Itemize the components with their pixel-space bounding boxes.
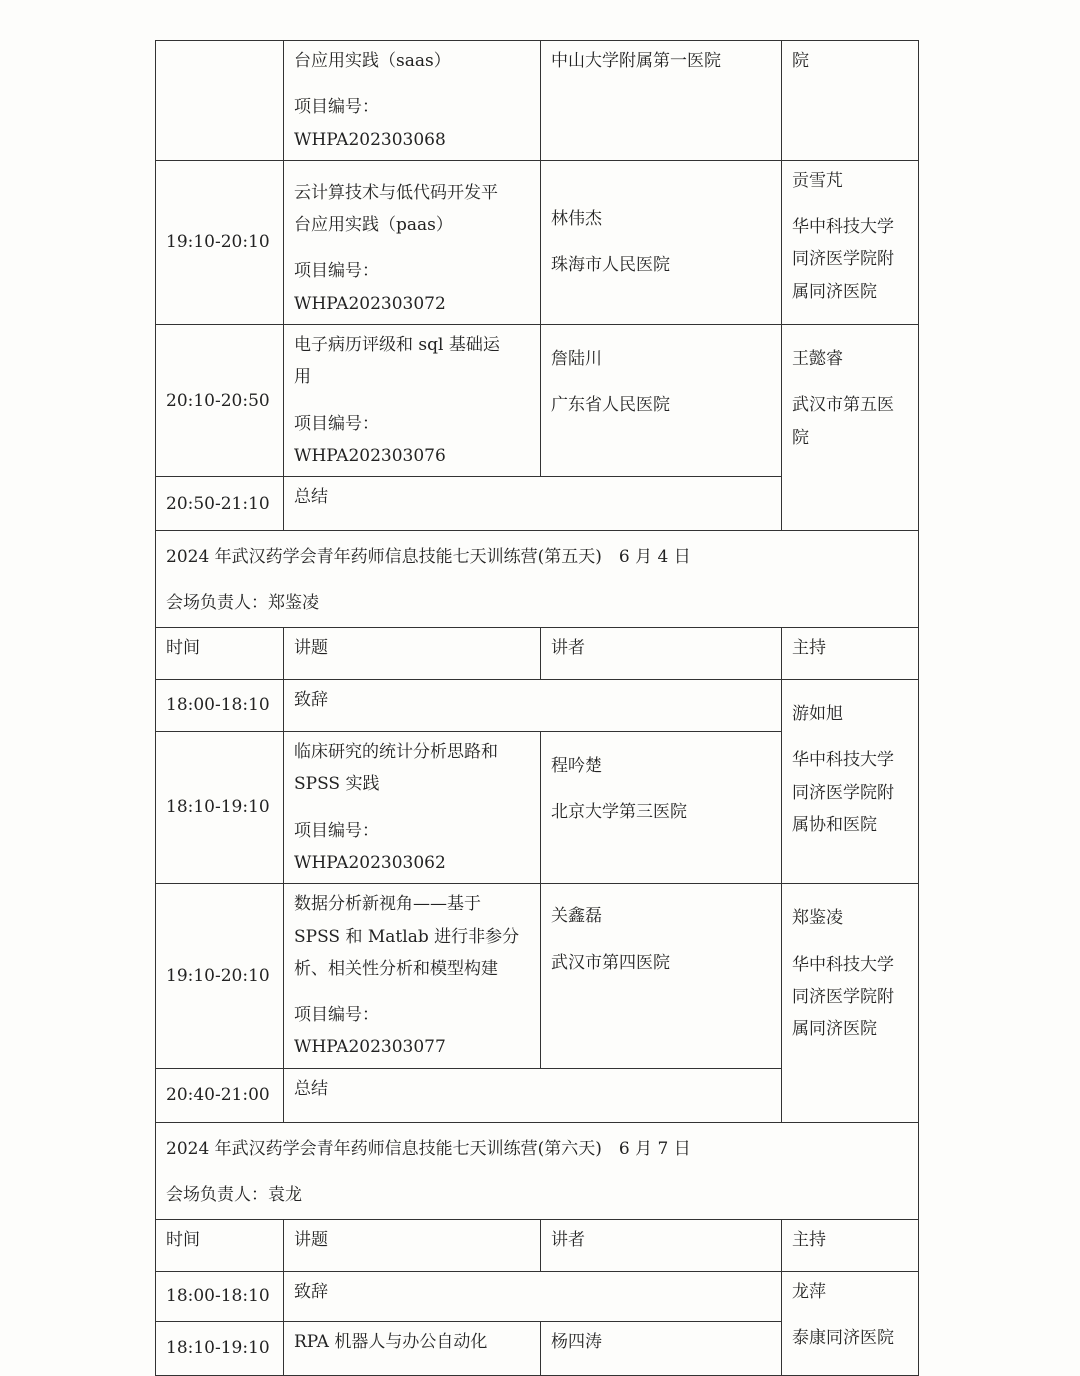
topic-text: 析、相关性分析和模型构建: [294, 958, 498, 979]
topic-text: 临床研究的统计分析思路和: [294, 742, 498, 763]
header-speaker: 讲者: [541, 628, 782, 680]
time-cell: 18:00-18:10: [156, 680, 284, 732]
speaker-org: 北京大学第三医院: [551, 802, 687, 823]
column-header-row: [156, 1219, 919, 1271]
speaker-org: 武汉市第四医院: [551, 952, 670, 973]
host-cell: [782, 680, 919, 884]
speaker-cell: [541, 884, 782, 1068]
venue-manager: 会场负责人：郑鉴凌: [166, 593, 319, 614]
topic-cell: [284, 160, 541, 324]
topic-cell: [284, 732, 541, 884]
column-header-row: [156, 628, 919, 680]
host-org: 华中科技大学: [792, 217, 894, 238]
host-name: 龙萍: [792, 1281, 826, 1302]
host-org: 同济医学院附: [792, 249, 894, 270]
host-org: 院: [792, 427, 809, 448]
speaker-cell: [541, 325, 782, 477]
speaker-name: 程吟楚: [551, 756, 602, 777]
host-name: 王懿睿: [792, 349, 843, 370]
topic-cell: 总结: [284, 1068, 782, 1122]
table-row: [156, 884, 919, 1068]
header-topic: 讲题: [284, 628, 541, 680]
topic-cell: [284, 41, 541, 161]
time-cell: 20:50-21:10: [156, 477, 284, 531]
topic-text: 台应用实践（paas）: [294, 215, 453, 236]
header-topic: 讲题: [284, 1219, 541, 1271]
host-org: 属同济医院: [792, 1019, 877, 1040]
host-cell: [782, 325, 919, 531]
speaker-org: 珠海市人民医院: [551, 255, 670, 276]
host-org: 属协和医院: [792, 814, 877, 835]
topic-text: 电子病历评级和 sql 基础运: [294, 335, 500, 356]
host-name: 游如旭: [792, 704, 843, 725]
topic-cell: 总结: [284, 477, 782, 531]
header-host: 主持: [782, 1219, 919, 1271]
table-row: [156, 680, 919, 732]
topic-text: 台应用实践（saas）: [294, 51, 451, 71]
table-row: [156, 41, 919, 161]
speaker-cell: 杨四涛: [541, 1321, 782, 1375]
topic-text: 用: [294, 367, 311, 388]
speaker-name: 詹陆川: [551, 349, 602, 370]
section-header-row: [156, 1122, 919, 1219]
time-cell: 18:10-19:10: [156, 732, 284, 884]
speaker-cell: [541, 160, 782, 324]
topic-cell: 致辞: [284, 680, 782, 732]
speaker-org: 广东省人民医院: [551, 395, 670, 416]
time-cell: 19:10-20:10: [156, 884, 284, 1068]
host-org: 院: [792, 51, 809, 71]
section-header-row: [156, 531, 919, 628]
speaker-name: 林伟杰: [551, 209, 602, 230]
host-cell: [782, 160, 919, 324]
host-org: 同济医学院附: [792, 782, 894, 803]
host-org: 同济医学院附: [792, 986, 894, 1007]
header-time: 时间: [156, 628, 284, 680]
speaker-name: 关鑫磊: [551, 906, 602, 927]
host-cell: [782, 41, 919, 161]
speaker-cell: [541, 41, 782, 161]
project-code: 项目编号：WHPA202303062: [294, 820, 446, 873]
section-title: 2024 年武汉药学会青年药师信息技能七天训练营(第五天) 6 月 4 日: [166, 547, 691, 568]
host-org: 武汉市第五医: [792, 395, 894, 416]
schedule-table: [155, 40, 919, 1376]
time-cell: 20:10-20:50: [156, 325, 284, 477]
time-cell: [156, 41, 284, 161]
topic-cell: [284, 884, 541, 1068]
host-name: 贡雪芃: [792, 170, 843, 191]
time-cell: 20:40-21:00: [156, 1068, 284, 1122]
topic-text: 数据分析新视角——基于: [294, 894, 481, 915]
topic-cell: [284, 325, 541, 477]
topic-cell: 致辞: [284, 1271, 782, 1321]
host-cell: [782, 1271, 919, 1375]
header-host: 主持: [782, 628, 919, 680]
host-org: 属同济医院: [792, 281, 877, 302]
table-row: [156, 325, 919, 477]
section-header: [156, 1122, 919, 1219]
section-title: 2024 年武汉药学会青年药师信息技能七天训练营(第六天) 6 月 7 日: [166, 1138, 691, 1159]
speaker-cell: [541, 732, 782, 884]
host-name: 郑鉴凌: [792, 908, 843, 929]
table-row: [156, 160, 919, 324]
host-org: 泰康同济医院: [792, 1327, 894, 1348]
project-code: 项目编号：WHPA202303076: [294, 413, 446, 466]
table-row: [156, 1271, 919, 1321]
header-time: 时间: [156, 1219, 284, 1271]
topic-text: SPSS 实践: [294, 774, 380, 795]
venue-manager: 会场负责人：袁龙: [166, 1184, 302, 1205]
project-code: 项目编号：WHPA202303068: [294, 97, 446, 150]
section-header: [156, 531, 919, 628]
host-org: 华中科技大学: [792, 750, 894, 771]
host-cell: [782, 884, 919, 1122]
header-speaker: 讲者: [541, 1219, 782, 1271]
host-org: 华中科技大学: [792, 954, 894, 975]
topic-cell: RPA 机器人与办公自动化: [284, 1321, 541, 1375]
speaker-org: 中山大学附属第一医院: [551, 51, 721, 71]
topic-text: SPSS 和 Matlab 进行非参分: [294, 926, 520, 947]
topic-text: 云计算技术与低代码开发平: [294, 182, 498, 203]
time-cell: 19:10-20:10: [156, 160, 284, 324]
project-code: 项目编号：WHPA202303077: [294, 1005, 446, 1058]
time-cell: 18:00-18:10: [156, 1271, 284, 1321]
time-cell: 18:10-19:10: [156, 1321, 284, 1375]
project-code: 项目编号：WHPA202303072: [294, 261, 446, 314]
